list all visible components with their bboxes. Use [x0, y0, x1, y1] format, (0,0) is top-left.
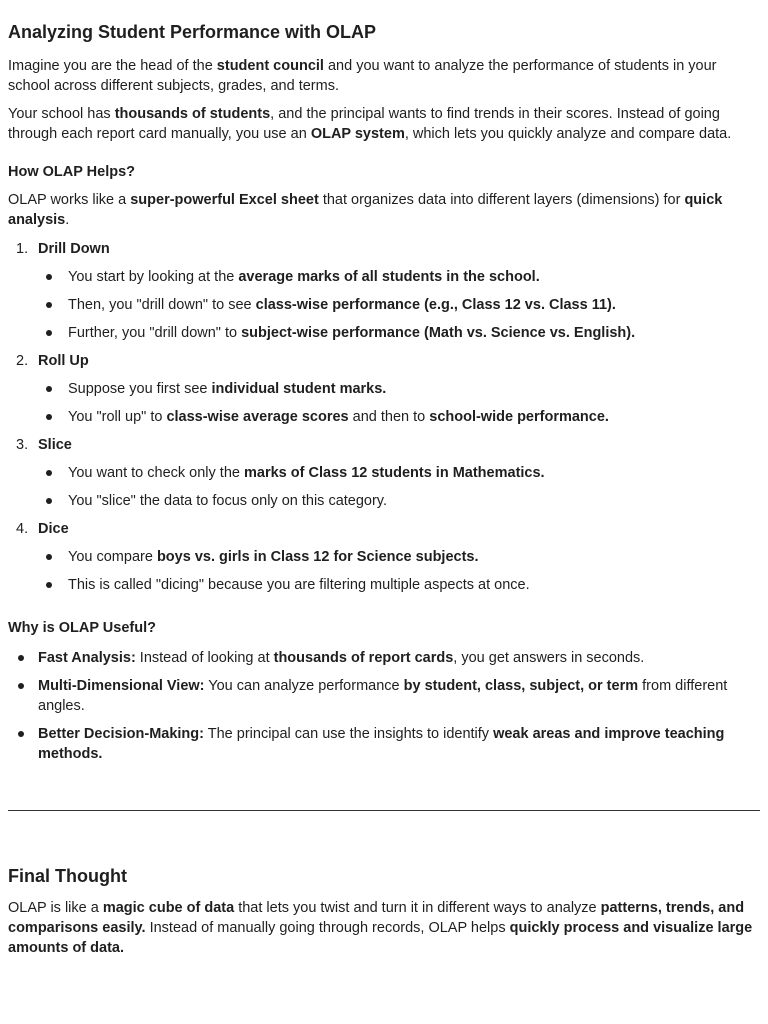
bullet-icon: [46, 498, 52, 504]
text-run: You can analyze performance: [204, 678, 404, 694]
horizontal-divider: [8, 810, 760, 811]
bullet-text: [68, 575, 530, 595]
operation-label: Dice: [38, 521, 69, 537]
text-run: You start by looking at the: [68, 269, 239, 285]
text-run: Better Decision-Making:: [38, 726, 204, 742]
operation-number: 4.: [16, 521, 29, 537]
text-run: You want to check only the: [68, 465, 244, 481]
text-run: OLAP is like a: [8, 900, 103, 916]
operation-bullet: [8, 575, 756, 603]
bullet-text: [68, 379, 386, 399]
text-run: individual student marks.: [211, 381, 387, 397]
operation-item: [8, 435, 756, 463]
operation-item: [8, 519, 756, 547]
page-title: Analyzing Student Performance with OLAP: [8, 22, 377, 42]
text-run: thousands of students: [114, 106, 271, 122]
text-run: by student, class, subject, or term: [403, 678, 639, 694]
bullet-text: [68, 407, 609, 427]
text-run: super-powerful Excel sheet: [130, 192, 319, 208]
text-run: Then, you "drill down" to see: [68, 297, 256, 313]
operation-label: Roll Up: [38, 353, 89, 369]
text-run: .: [65, 212, 70, 228]
text-run: , which lets you quickly analyze and compare data.: [404, 126, 732, 142]
bullet-icon: [18, 655, 24, 661]
operation-bullet: [8, 491, 756, 519]
bullet-icon: [46, 274, 52, 280]
operation-number: 1.: [16, 241, 29, 257]
text-run: and then to: [348, 409, 430, 425]
bullet-icon: [46, 414, 52, 420]
text-run: You "roll up" to: [68, 409, 167, 425]
bullet-icon: [46, 554, 52, 560]
text-run: You compare: [68, 549, 157, 565]
bullet-text: [68, 267, 540, 287]
text-run: that organizes data into different layers (dimensions) for: [318, 192, 685, 208]
text-run: marks of Class 12 students in Mathematics.: [244, 465, 545, 481]
benefit-text: [38, 724, 756, 764]
text-run: , and the principal wants to find trends in their scores. Instead of going through each report card manually, you use an: [8, 106, 720, 142]
bullet-icon: [46, 582, 52, 588]
text-run: weak areas and improve teaching methods.: [38, 726, 725, 762]
bullet-icon: [46, 470, 52, 476]
operation-bullet: [8, 463, 756, 491]
benefit-item: [8, 676, 756, 716]
text-run: from different angles.: [38, 678, 728, 714]
text-run: This is called "dicing" because you are filtering multiple aspects at once.: [68, 577, 530, 593]
intro-paragraph-1: [8, 56, 756, 96]
bullet-icon: [18, 683, 24, 689]
text-run: You "slice" the data to focus only on this category.: [68, 493, 388, 509]
text-run: magic cube of data: [102, 900, 235, 916]
text-run: , you get answers in seconds.: [453, 650, 645, 666]
bullet-icon: [46, 330, 52, 336]
section-heading-how: How OLAP Helps?: [8, 164, 136, 180]
operation-bullet: [8, 267, 756, 295]
text-run: Fast Analysis:: [38, 650, 136, 666]
operation-bullet: [8, 379, 756, 407]
text-run: Your school has: [8, 106, 115, 122]
bullet-icon: [46, 386, 52, 392]
operation-number: 3.: [16, 437, 29, 453]
text-run: subject-wise performance (Math vs. Science vs. English).: [241, 325, 636, 341]
text-run: Instead of manually going through records, OLAP helps: [145, 920, 510, 936]
text-run: Suppose you first see: [68, 381, 212, 397]
bullet-icon: [46, 302, 52, 308]
operation-bullet: [8, 323, 756, 351]
operation-label: Drill Down: [38, 241, 110, 257]
text-run: OLAP system: [310, 126, 405, 142]
how-paragraph: [8, 190, 756, 230]
text-run: Further, you "drill down" to: [68, 325, 242, 341]
text-run: patterns, trends, and comparisons easily.: [8, 900, 745, 936]
text-run: quickly process and visualize large amounts of data.: [8, 920, 753, 956]
benefit-text: [38, 648, 756, 668]
bullet-text: [68, 547, 479, 567]
text-run: class-wise performance (e.g., Class 12 vs. Class 11).: [255, 297, 616, 313]
bullet-text: [68, 463, 545, 483]
text-run: and you want to analyze the performance of students in your school across different subjects, grades, and terms.: [8, 58, 717, 94]
benefit-text: [38, 676, 756, 716]
text-run: boys vs. girls in Class 12 for Science subjects.: [156, 549, 479, 565]
text-run: The principal can use the insights to identify: [203, 726, 494, 742]
operation-bullet: [8, 407, 756, 435]
section-heading-why: Why is OLAP Useful?: [8, 620, 156, 636]
operation-number: 2.: [16, 353, 29, 369]
text-run: student council: [216, 58, 324, 74]
text-run: Multi-Dimensional View:: [38, 678, 205, 694]
operation-bullet: [8, 295, 756, 323]
text-run: OLAP works like a: [8, 192, 131, 208]
section-heading-final: Final Thought: [8, 866, 127, 886]
text-run: quick analysis: [8, 192, 723, 228]
bullet-text: [68, 323, 635, 343]
text-run: average marks of all students in the school.: [238, 269, 540, 285]
text-run: thousands of report cards: [273, 650, 454, 666]
benefit-item: [8, 648, 756, 668]
text-run: Imagine you are the head of the: [8, 58, 217, 74]
olap-operations-list: [8, 239, 756, 603]
bullet-text: [68, 295, 616, 315]
text-run: school-wide performance.: [429, 409, 609, 425]
operation-item: [8, 351, 756, 379]
benefit-item: [8, 724, 756, 764]
text-run: class-wise average scores: [166, 409, 349, 425]
text-run: Instead of looking at: [135, 650, 274, 666]
bullet-text: [68, 491, 387, 511]
operation-label: Slice: [38, 437, 72, 453]
benefits-list: [8, 648, 756, 772]
intro-paragraph-2: [8, 104, 756, 144]
text-run: that lets you twist and turn it in different ways to analyze: [234, 900, 601, 916]
operation-item: [8, 239, 756, 267]
final-paragraph: [8, 898, 760, 958]
operation-bullet: [8, 547, 756, 575]
bullet-icon: [18, 731, 24, 737]
